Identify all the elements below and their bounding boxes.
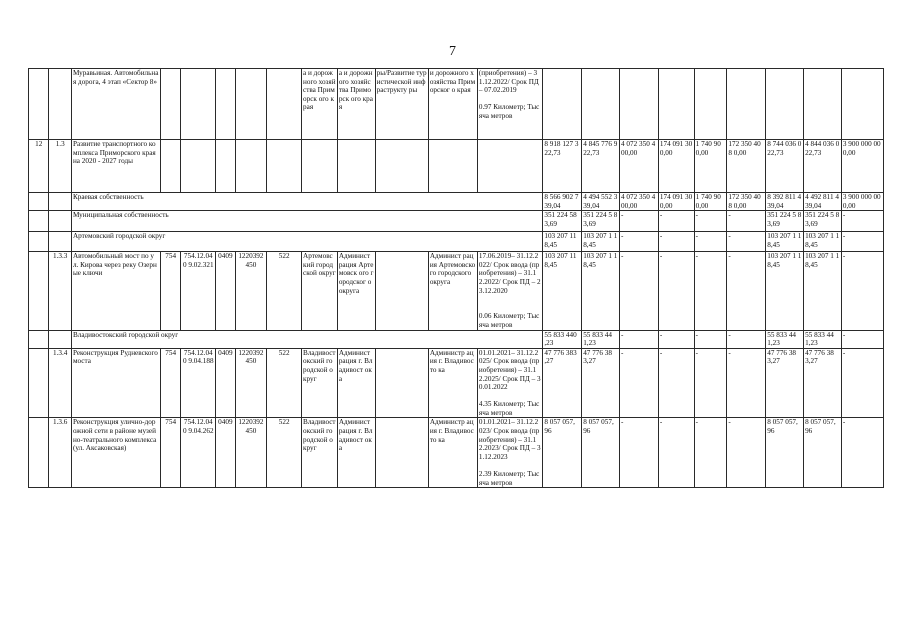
row-value-5: - [694,330,727,348]
row-value-6: - [727,232,766,252]
row-number [29,418,49,488]
row-value-8: 4 492 811 439,04 [804,193,842,211]
row-number [29,232,49,252]
row-value-8: 103 207 1 18,45 [804,232,842,252]
row-value-3: 4 072 350 400,00 [620,140,659,193]
row-org-1: а и дорожного хозяйства Приморск ого края [302,69,338,140]
row-number [29,69,49,140]
row-csr: 1220392 450 [235,252,267,330]
row-org-4 [428,140,477,193]
row-org-1: Артемовс кий городской округ [302,252,338,330]
row-value-8: 55 833 44 1,23 [804,330,842,348]
row-value-5: 1 740 90 0,00 [694,140,727,193]
row-name: Автомобильный мост по ул. Кирова через реку Озерные ключи [71,252,160,330]
row-value-7: 103 207 1 18,45 [766,252,804,330]
row-code: 1.3.3 [49,252,72,330]
row-value-4: 174 091 300,00 [658,140,694,193]
table-row-subtotal [29,211,884,232]
row-code [49,69,72,140]
row-period [477,140,542,193]
row-number [29,348,49,418]
row-value-4: - [658,252,694,330]
row-value-5: 1 740 90 0,00 [694,193,727,211]
table-row [29,69,884,140]
row-value-4: - [658,211,694,232]
row-value-4: 174 091 300,00 [659,193,693,210]
row-org-2: Админист рация г. Владивост ока [337,348,375,418]
row-period: 17.06.2019– 31.12.2022/ Срок ввода (приобретения) – 31.12.2022/ Срок ПД – 23.12.2020 0.06 Километр; Тысяча метров [477,252,542,330]
row-value-3: - [620,211,659,232]
row-value-7: 8 744 036 022,73 [766,140,804,193]
row-value-9: - [841,330,883,348]
table-row-subtotal [29,232,884,252]
row-value-5: - [694,211,727,232]
table-row-subtotal [29,330,884,348]
row-value-5: - [694,232,727,252]
row-value-9: - [841,418,883,488]
row-org-3 [375,418,428,488]
row-period: (приобретения) – 31.12.2022/ Срок ПД – 07.02.2019 0.97 Километр; Тысяча метров [477,69,542,140]
row-org-2: Админист рация г. Владивост ока [337,418,375,488]
row-value-9 [841,69,883,140]
row-value-9: 3 900 000 000,00 [841,140,883,193]
row-period: 01.01.2021– 31.12.2025/ Срок ввода (приобретения) – 31.12.2025/ Срок ПД – 30.01.2022 4.35 Километр; Тысяча метров [477,348,542,418]
row-name: Реконструкция Рудневского моста [71,348,160,418]
row-value-1: 103 207 11 8,45 [543,252,582,330]
table-row [29,140,884,193]
table-row [29,252,884,330]
table-row [29,418,884,488]
row-code: 1.3.4 [49,348,72,418]
budget-table [28,68,884,488]
row-grbs [160,140,180,193]
row-code [49,193,72,211]
row-code [49,330,72,348]
row-code [49,211,72,232]
row-value-2: 55 833 44 1,23 [582,330,620,348]
row-grbs: 754 [160,252,180,330]
row-value-4: - [658,418,694,488]
row-value-7: 55 833 44 1,23 [766,330,804,348]
row-value-2 [582,69,620,140]
row-org-4: Администр ация г. Владивосто ка [428,418,477,488]
row-org-1 [302,140,338,193]
row-rz: 0409 [216,418,235,488]
row-org-3 [375,252,428,330]
row-code: 1.3 [49,140,72,193]
row-kbk: 754.12.040 9.04.188 [181,348,216,418]
row-value-4: - [658,348,694,418]
row-rz [216,69,235,140]
row-value-1: 55 833 440 ,23 [543,330,582,348]
row-org-2: а и дорожного хозяйства Приморск ого края [337,69,375,140]
row-value-4 [658,69,694,140]
row-value-2: 103 207 1 18,45 [582,232,620,252]
row-kbk [181,69,216,140]
row-org-2: Админист рация Артемовск ого городског о округа [337,252,375,330]
row-value-2: 4 845 776 922,73 [582,140,620,193]
row-org-3: ры/Развитие туристической инфраструкту ры [375,69,428,140]
row-value-9: - [841,252,883,330]
row-grbs [160,69,180,140]
row-csr [235,140,267,193]
row-value-2: 8 057 057, 96 [582,418,620,488]
row-value-1 [543,69,582,140]
row-name: Муравьиная. Автомобильная дорога, 4 этап «Сектор 8» [71,69,160,140]
row-kbk: 754.12.040 9.04.262 [181,418,216,488]
row-value-3: 4 072 350 400,00 [620,193,659,211]
row-value-1: 8 566 902 739,04 [543,193,582,211]
row-value-7 [766,69,804,140]
row-value-9: - [841,232,883,252]
row-vr: 522 [267,252,302,330]
row-number: 12 [29,140,49,193]
row-value-2: 47 776 38 3,27 [582,348,620,418]
row-csr [235,69,267,140]
row-vr [267,69,302,140]
row-value-6: - [727,348,766,418]
row-value-7: 351 224 5 83,69 [766,211,804,232]
row-value-9: - [841,348,883,418]
row-value-6: 172 350 408 0,00 [727,140,766,193]
row-org-1: Владивост окский городской округ [302,348,338,418]
row-grbs: 754 [160,418,180,488]
table-row-subtotal [29,193,884,211]
row-name: Артемовский городской округ [71,232,542,252]
row-value-8: 4 844 036 022,73 [804,140,842,193]
row-code: 1.3.6 [49,418,72,488]
row-name: Муниципальная собственность [71,211,542,232]
row-value-4: - [658,330,694,348]
row-name: Реконструкция улично-дорожной сети в районе музейно-театрального комплекса (ул. Аксаковская) [71,418,160,488]
row-number [29,330,49,348]
page-number: 7 [449,44,456,59]
row-code [49,232,72,252]
row-value-1: 8 918 127 322,73 [543,140,582,193]
row-value-6: 172 350 408 0,00 [727,193,766,211]
row-value-3: - [620,252,659,330]
row-kbk [181,140,216,193]
row-value-6: - [727,418,766,488]
row-org-1: Владивост окский городской округ [302,418,338,488]
row-rz [216,140,235,193]
row-rz: 0409 [216,252,235,330]
row-rz: 0409 [216,348,235,418]
row-value-9: 3 900 000 000,00 [841,193,883,211]
row-value-2: 4 494 552 339,04 [582,193,620,211]
row-csr: 1220392 450 [235,418,267,488]
row-value-8: 351 224 5 83,69 [804,211,842,232]
row-value-5: - [694,252,727,330]
row-value-9: - [841,211,883,232]
row-org-2 [337,140,375,193]
row-value-6: - [727,330,766,348]
row-value-3: - [620,348,659,418]
row-csr: 1220392 450 [235,348,267,418]
row-value-3: - [620,330,659,348]
row-value-8: 8 057 057, 96 [804,418,842,488]
row-value-1: 8 057 057, 96 [543,418,582,488]
row-period: 01.01.2021– 31.12.2023/ Срок ввода (приобретения) – 31.12.2023/ Срок ПД – 31.12.2023 2.39 Километр; Тысяча метров [477,418,542,488]
row-value-7: 103 207 1 18,45 [766,232,804,252]
row-value-8 [804,69,842,140]
row-value-1: 103 207 11 8,45 [543,232,582,252]
row-value-1: 47 776 383 ,27 [543,348,582,418]
row-vr: 522 [267,348,302,418]
row-kbk: 754.12.040 9.02.321 [181,252,216,330]
row-number [29,252,49,330]
row-org-4: и дорожного хозяйства Приморског о края [428,69,477,140]
row-value-6: - [727,252,766,330]
row-name: Краевая собственность [71,193,542,211]
row-value-3 [620,69,659,140]
row-org-4: Администр ация г. Владивосто ка [428,348,477,418]
row-number [29,211,49,232]
row-org-4: Админист рация Артемовско го городского округа [428,252,477,330]
row-value-4: - [658,232,694,252]
row-value-1: 351 224 58 3,69 [543,211,582,232]
row-value-5: - [694,418,727,488]
row-value-2: 351 224 5 83,69 [582,211,620,232]
row-name: Развитие транспортного комплекса Приморского края на 2020 - 2027 годы [71,140,160,193]
row-grbs: 754 [160,348,180,418]
row-value-3: - [620,418,659,488]
row-value-3: - [620,232,659,252]
row-vr: 522 [267,418,302,488]
row-value-7: 47 776 38 3,27 [766,348,804,418]
row-value-8: 47 776 38 3,27 [804,348,842,418]
row-org-3 [375,348,428,418]
row-value-7: 8 392 811 439,04 [766,193,804,211]
row-value-6: - [727,211,766,232]
row-value-5: - [694,348,727,418]
row-org-3 [375,140,428,193]
row-value-2: 103 207 1 18,45 [582,252,620,330]
table-row [29,348,884,418]
row-value-5 [694,69,727,140]
row-number [29,193,49,211]
row-value-7: 8 057 057, 96 [766,418,804,488]
row-vr [267,140,302,193]
row-name: Владивостокский городской округ [71,330,542,348]
row-value-8: 103 207 1 18,45 [804,252,842,330]
row-value-6 [727,69,766,140]
